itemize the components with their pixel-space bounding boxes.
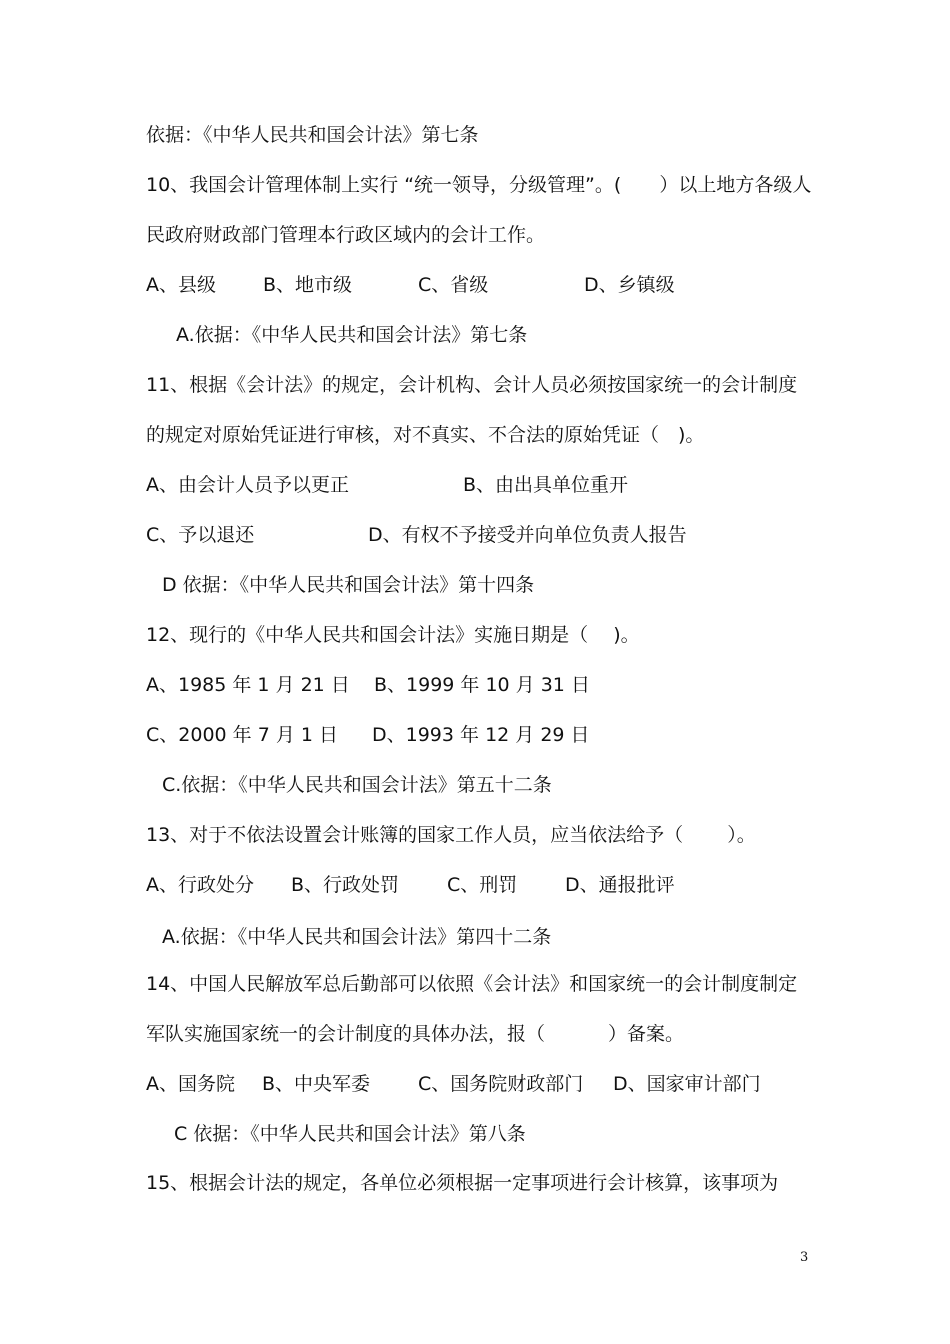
q13-answer: A.依据：《中华人民共和国会计法》第四十二条 (162, 926, 552, 948)
page-number: 3 (800, 1250, 809, 1265)
q12-option-d: D、1993 年 12 月 29 日 (372, 724, 590, 746)
q11-answer: D 依据：《中华人民共和国会计法》第十四条 (162, 574, 535, 596)
q10-option-c: C、省级 (418, 274, 489, 296)
q10-option-b: B、地市级 (263, 274, 353, 296)
q10-option-d: D、乡镇级 (584, 274, 675, 296)
question-10-line2: 民政府财政部门管理本行政区域内的会计工作。 (146, 224, 546, 246)
q11-option-c: C、予以退还 (146, 524, 255, 546)
q14-option-a: A、国务院 (146, 1073, 235, 1095)
question-14-line1: 14、中国人民解放军总后勤部可以依照《会计法》和国家统一的会计制度制定 (146, 973, 798, 995)
q11-option-b: B、由出具单位重开 (463, 474, 629, 496)
q10-answer: A.依据：《中华人民共和国会计法》第七条 (176, 324, 528, 346)
q12-option-c: C、2000 年 7 月 1 日 (146, 724, 338, 746)
question-11-line1: 11、根据《会计法》的规定，会计机构、会计人员必须按国家统一的会计制度 (146, 374, 798, 396)
q14-option-b: B、中央军委 (262, 1073, 371, 1095)
q14-option-c: C、国务院财政部门 (418, 1073, 584, 1095)
q12-answer: C.依据：《中华人民共和国会计法》第五十二条 (162, 774, 552, 796)
basis-line: 依据：《中华人民共和国会计法》第七条 (146, 124, 479, 146)
q12-option-a: A、1985 年 1 月 21 日 (146, 674, 350, 696)
q13-option-b: B、行政处罚 (291, 874, 400, 896)
q11-option-a: A、由会计人员予以更正 (146, 474, 349, 496)
question-12: 12、现行的《中华人民共和国会计法》实施日期是（ )。 (146, 624, 640, 646)
question-11-line2: 的规定对原始凭证进行审核，对不真实、不合法的原始凭证（ )。 (146, 424, 705, 446)
question-14-line2: 军队实施国家统一的会计制度的具体办法，报（ ）备案。 (146, 1023, 685, 1045)
q11-option-d: D、有权不予接受并向单位负责人报告 (368, 524, 687, 546)
q14-option-d: D、国家审计部门 (613, 1073, 761, 1095)
q12-option-b: B、1999 年 10 月 31 日 (374, 674, 590, 696)
question-10-line1: 10、我国会计管理体制上实行 “统一领导，分级管理”。( ）以上地方各级人 (146, 174, 812, 196)
question-15-line1: 15、根据会计法的规定，各单位必须根据一定事项进行会计核算，该事项为 (146, 1172, 779, 1194)
q13-option-d: D、通报批评 (565, 874, 675, 896)
q10-option-a: A、县级 (146, 274, 216, 296)
q14-answer: C 依据：《中华人民共和国会计法》第八条 (174, 1123, 526, 1145)
question-13: 13、对于不依法设置会计账簿的国家工作人员，应当依法给予（ ）。 (146, 824, 756, 846)
q13-option-a: A、行政处分 (146, 874, 254, 896)
q13-option-c: C、刑罚 (447, 874, 518, 896)
